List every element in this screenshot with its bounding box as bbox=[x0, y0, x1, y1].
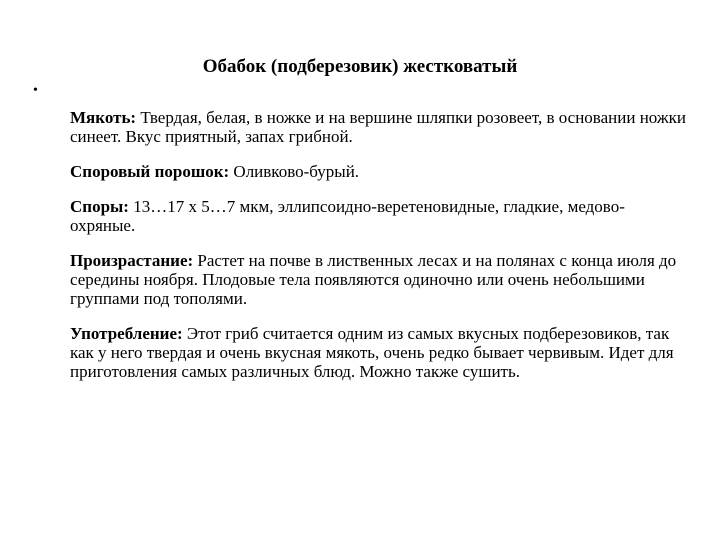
section-text: 13…17 х 5…7 мкм, эллипсоидно-веретеновидные, гладкие, медово-охряные. bbox=[70, 197, 625, 235]
section-label: Споры: bbox=[70, 197, 129, 216]
section-label: Произрастание: bbox=[70, 251, 194, 270]
section-label: Употребление: bbox=[70, 324, 183, 343]
section-text: Твердая, белая, в ножке и на вершине шляпки розовеет, в основании ножки синеет. Вкус приятный, запах грибной. bbox=[70, 108, 686, 146]
slide-title: Обабок (подберезовик) жестковатый bbox=[202, 56, 518, 77]
section-text: Этот гриб считается одним из самых вкусных подберезовиков, так как у него твердая и очень вкусная мякоть, очень редко бывает червивым. Идет для приготовления самых различных блюд. Можно также сушить. bbox=[70, 324, 674, 381]
content-body bbox=[70, 108, 690, 397]
section-spore-powder bbox=[70, 162, 690, 181]
section-label: Мякоть: bbox=[70, 108, 137, 127]
section-pulp bbox=[70, 108, 690, 146]
section-text: Растет на почве в лиственных лесах и на полянах с конца июля до середины ноября. Плодовые тела появляются одиночно или очень небольшими группами под тополями. bbox=[70, 251, 677, 308]
section-label: Споровый порошок: bbox=[70, 162, 230, 181]
section-habitat bbox=[70, 251, 690, 308]
section-text: Оливково-бурый. bbox=[229, 162, 360, 181]
section-spores bbox=[70, 197, 690, 235]
bullet-marker: • bbox=[33, 83, 38, 98]
section-usage bbox=[70, 324, 690, 381]
